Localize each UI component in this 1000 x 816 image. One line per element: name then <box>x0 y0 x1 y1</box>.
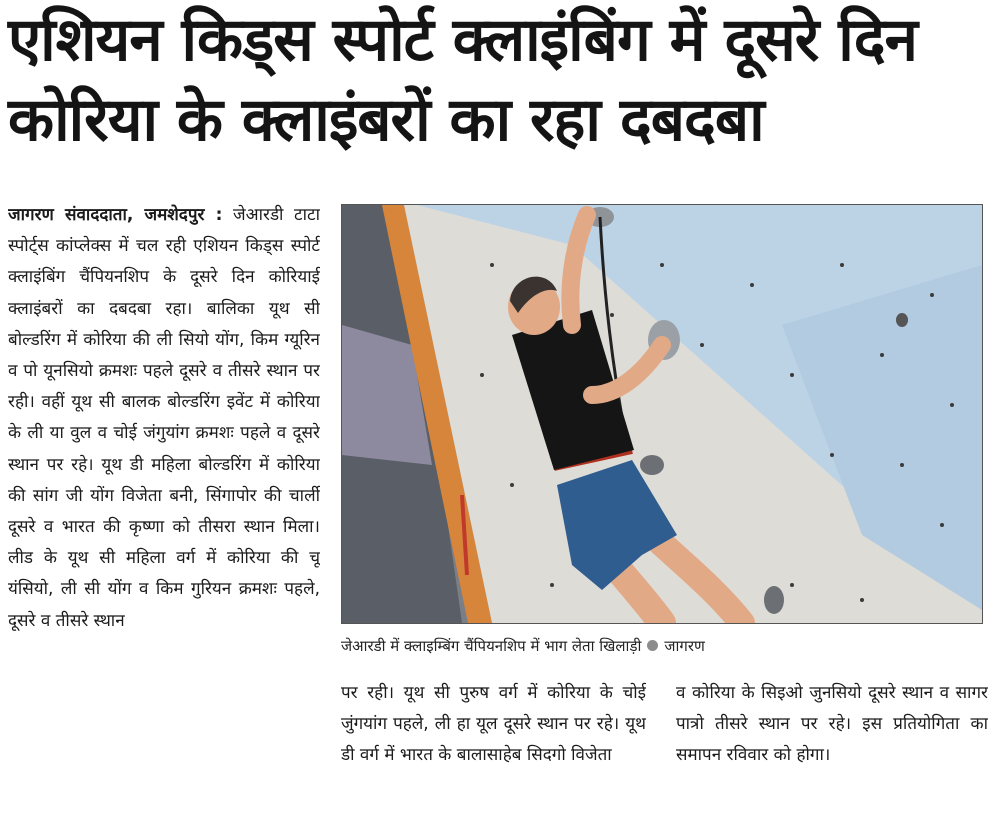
article-column-1 <box>8 200 320 810</box>
article-column-3 <box>676 678 988 810</box>
headline-line-2: कोरिया के क्लाइंबरों का रहा दबदबा <box>8 85 764 155</box>
article-column-3-text: व कोरिया के सिइओ जुनसियो दूसरे स्थान व सागर पात्रो तीसरे स्थान पर रहे। इस प्रतियोगिता का समापन रविवार को होगा। <box>676 683 988 766</box>
article-column-1-text: जेआरडी टाटा स्पोर्ट्स कांप्लेक्स में चल रही एशियन किड्स स्पोर्ट क्लाइंबिंग चैंपियनशिप के दूसरे दिन कोरियाई क्लाइंबरों का दबदबा रहा। बालिका यूथ सी बोल्डरिंग में कोरिया की ली सियो योंग, किम ग्यूरिन व पो यूनसियो क्रमशः पहले दूसरे व तीसरे स्थान पर रही। वहीं यूथ सी बालक बोल्डरिंग इवेंट में कोरिया के ली या वुल व चोई जंगुयांग क्रमशः पहले व दूसरे स्थान पर रहे। यूथ डी महिला बोल्डरिंग में कोरिया की सांग जी योंग विजेता बनी, सिंगापोर की चार्ली दूसरे व भारत की कृष्णा को तीसरा स्थान मिला। लीड के यूथ सी महिला वर्ग में कोरिया की चू यंसियो, ली सी योंग व किम गुरियन क्रमशः पहले, दूसरे व तीसरे स्थान <box>8 205 320 631</box>
bullet-dot-icon <box>647 640 658 651</box>
byline: जागरण संवाददाता, जमशेदपुर : <box>8 205 223 225</box>
headline <box>8 0 993 160</box>
photo-credit: जागरण <box>664 637 705 655</box>
photo-caption-text: जेआरडी में क्लाइम्बिंग चैंपियनशिप में भाग लेता खिलाड़ी <box>341 637 642 655</box>
climbing-wall-illustration <box>342 205 982 623</box>
headline-line-1: एशियन किड्स स्पोर्ट क्लाइंबिंग में दूसरे दिन <box>8 5 917 75</box>
climber-photo <box>341 204 983 624</box>
article-column-2-text: पर रही। यूथ सी पुरुष वर्ग में कोरिया के चोई जुंगयांग पहले, ली हा यूल दूसरे स्थान पर रहे। यूथ डी वर्ग में भारत के बालासाहेब सिदगो विजेता <box>341 683 646 766</box>
article-column-2 <box>341 678 646 810</box>
photo-caption <box>341 632 981 660</box>
